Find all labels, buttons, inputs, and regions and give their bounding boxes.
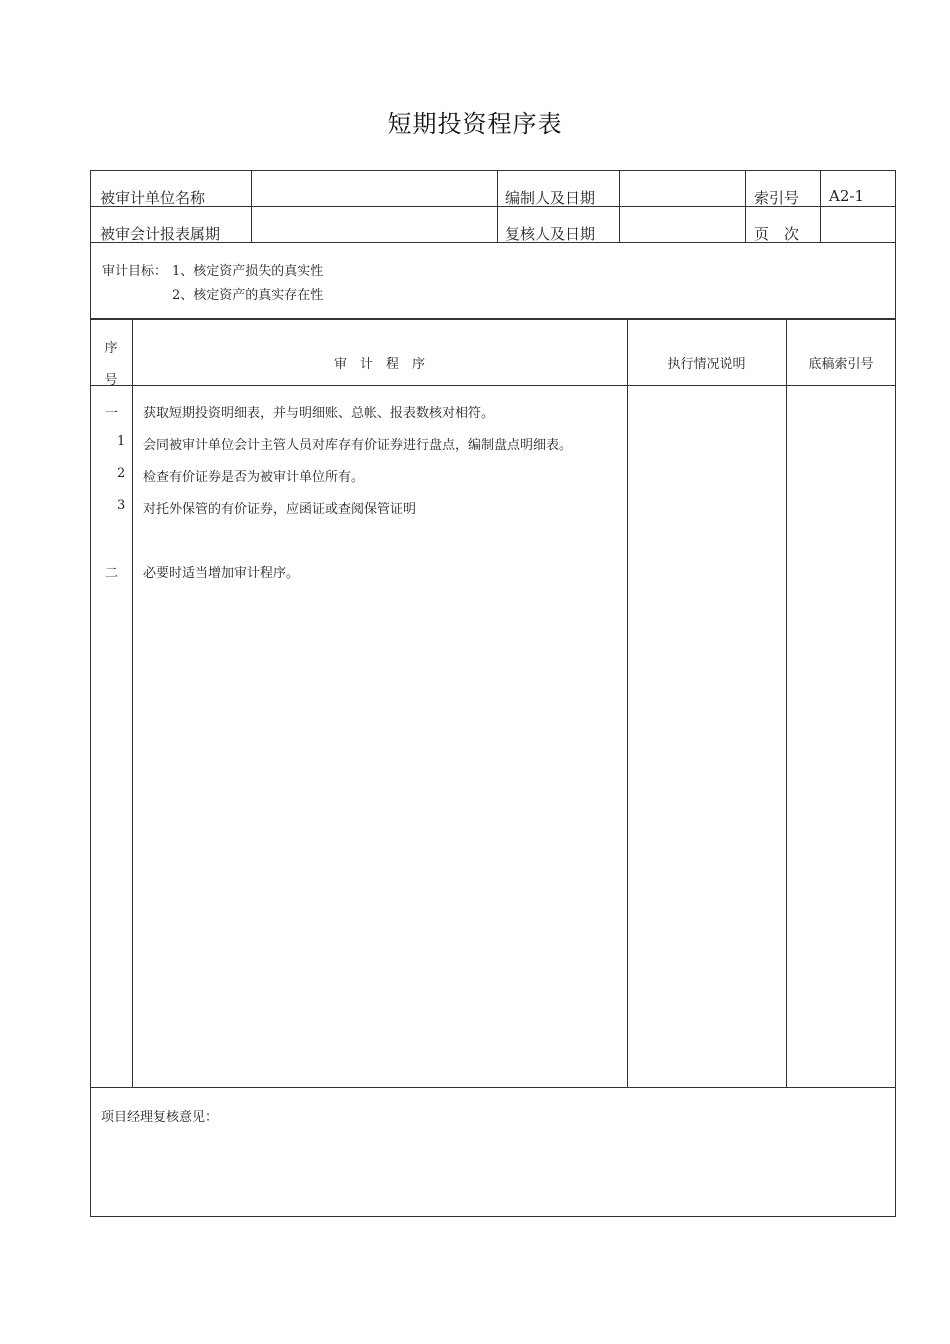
row-procedure: 必要时适当增加审计程序。 bbox=[143, 566, 300, 581]
row-number: 二 bbox=[105, 566, 119, 581]
row-procedure: 对托外保管的有价证券，应函证或查阅保管证明 bbox=[143, 502, 417, 517]
seq-header-bottom: 号 bbox=[104, 373, 118, 388]
ref-header: 底稿索引号 bbox=[808, 357, 874, 372]
objectives-box bbox=[90, 242, 896, 320]
objectives-label: 审计目标： bbox=[102, 264, 168, 279]
row-number: 2 bbox=[117, 466, 126, 481]
procedure-header-divider bbox=[90, 385, 896, 386]
procedure-col-divider bbox=[132, 318, 133, 1088]
index-number-value: A2-1 bbox=[829, 187, 864, 205]
row-number: 1 bbox=[117, 434, 126, 449]
procedure-col-divider bbox=[786, 318, 787, 1088]
header-col-divider bbox=[497, 170, 498, 243]
header-col-divider bbox=[745, 170, 746, 243]
header-col-divider bbox=[619, 170, 620, 243]
page-number-label: 页 次 bbox=[754, 225, 800, 243]
row-procedure: 会同被审计单位会计主管人员对库存有价证券进行盘点，编制盘点明细表。 bbox=[143, 438, 573, 453]
header-col-divider bbox=[251, 170, 252, 243]
header-col-divider bbox=[820, 170, 821, 243]
row-procedure: 获取短期投资明细表，并与明细账、总帐、报表数核对相符。 bbox=[143, 406, 495, 421]
preparer-date-label: 编制人及日期 bbox=[505, 189, 596, 207]
objective-item-2: 2、核定资产的真实存在性 bbox=[172, 288, 324, 303]
row-number: 一 bbox=[105, 406, 119, 421]
procedure-col-divider bbox=[627, 318, 628, 1088]
document-title: 短期投资程序表 bbox=[387, 110, 563, 138]
execution-header: 执行情况说明 bbox=[667, 357, 746, 372]
objective-item-1: 1、核定资产损失的真实性 bbox=[172, 264, 324, 279]
review-label: 项目经理复核意见： bbox=[101, 1110, 219, 1125]
seq-header-top: 序 bbox=[104, 341, 118, 356]
procedure-header: 审 计 程 序 bbox=[333, 357, 425, 372]
reviewer-date-label: 复核人及日期 bbox=[505, 225, 596, 243]
index-number-label: 索引号 bbox=[754, 189, 800, 207]
unit-name-label: 被审计单位名称 bbox=[100, 189, 206, 207]
row-procedure: 检查有价证券是否为被审计单位所有。 bbox=[143, 470, 365, 485]
report-period-label: 被审会计报表属期 bbox=[100, 225, 221, 243]
row-number: 3 bbox=[117, 498, 126, 513]
